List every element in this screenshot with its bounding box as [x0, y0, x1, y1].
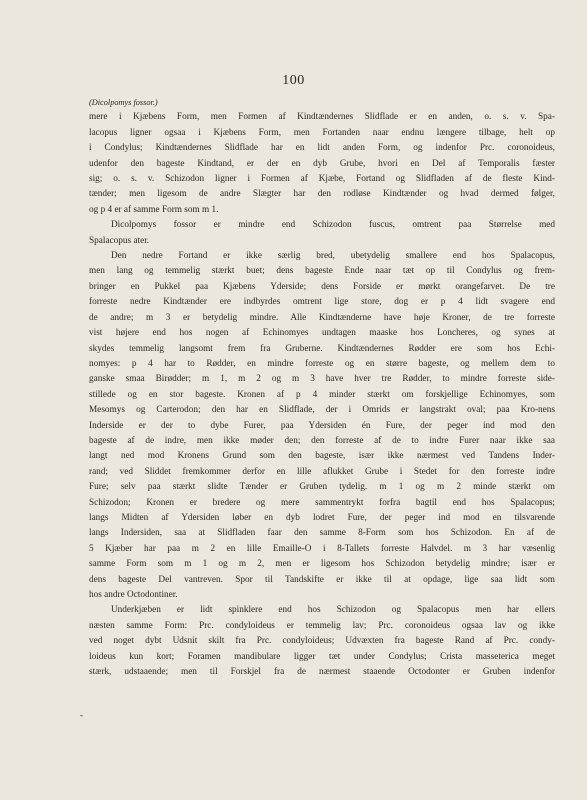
text-line: samme Form som m 1 og m 2, men er ligesom hos Schizodon betydelig mindre; især er [89, 559, 555, 570]
text-line: langs Indersiden, saa at Slidfladen faar den samme 8-Form som hos Schizodon. En af de [89, 528, 555, 539]
text-line: i Condylus; Kindtændernes Slidflade har en lidt anden Form, og indenfor Prc. coronoideus, [89, 143, 555, 154]
text-line: bringer en Pukkel paa Kjæbens Yderside; dens Forside er mørkt orangefarvet. De tre [89, 281, 555, 292]
text-line: skydes temmelig langsomt frem fra Gruberne. Kindtændernes Rødder ere som hos Echi- [89, 343, 555, 354]
text-line: nomyes: p 4 har to Rødder, en mindre forreste og en større bageste, og mellem dem to [89, 358, 555, 369]
text-line: stærk, udstaaende; men til Forskjel fra de nærmest staaende Octodonter er Gruben indenfor [89, 667, 555, 678]
text-line: hos andre Octodontiner. [89, 590, 178, 600]
text-line: Spalacopus ater. [89, 235, 150, 246]
text-line: Dicolpomys fossor er mindre end Schizodon fuscus, omtrent paa Størrelse med [111, 220, 555, 231]
text-line: Den nedre Fortand er ikke særlig bred, ubetydelig smallere end hos Spalacopus, [111, 251, 555, 262]
text-line: Mesomys og Carterodon; den har en Slidflade, der i Omrids er langstrakt oval; paa Kro-nens [89, 405, 555, 416]
text-line: Inderside er der to dybe Furer, paa Ydersiden én Fure, der peger ind mod den [89, 420, 555, 431]
body-text [89, 95, 555, 680]
running-head: (Dicolpomys fossor.) [89, 98, 158, 107]
text-line: langs Midten af Ydersiden løber en dyb lodret Fure, der peger ind mod en tilsvarende [89, 512, 555, 523]
text-line: vist højere end hos nogen af Echinomyes undtagen maaske hos Loncheres, og synes at [89, 328, 555, 339]
text-line: ved noget dybt Udsnit skilt fra Prc. condyloideus; Udvæxten fra bageste Rand af Prc. condy- [89, 636, 555, 647]
text-line: ganske smaa Birødder; m 1, m 2 og m 3 have hver tre Rødder, to mindre forreste side- [89, 374, 555, 385]
page-number: 100 [282, 73, 305, 88]
text-line: næsten samme Form: Prc. condyloideus er temmelig lav; Prc. coronoideus ogsaa lav og ikke [89, 620, 555, 631]
text-line: bageste af de indre, men ikke møder den; den forreste af de to indre Furer naar ikke saa [89, 435, 555, 446]
text-line: udenfor den bageste Kindtand, er der en dyb Grube, hvori en Del af Temporalis fæster [89, 158, 555, 169]
text-line: rand; ved Sliddet fremkommer derfor en lille aflukket Grube i Stedet for den forreste indre [89, 466, 555, 477]
text-line: dens bageste Del vantreven. Spor til Tandskifte er ikke til at opdage, lige saa lidt som [89, 574, 555, 585]
text-line: og p 4 er af samme Form som m 1. [89, 204, 219, 215]
text-line: men lang og temmelig stærkt buet; dens bageste Ende naar tæt op til Condylus og frem- [89, 266, 555, 277]
text-line: 5 Kjæber har paa m 2 en lille Emaille-O i 8-Tallets forreste Halvdel. m 3 har væsenlig [89, 543, 555, 554]
text-line: stillede og en stor bageste. Kronen af p 4 minder stærkt om forskjellige Echinomyes, som [89, 389, 555, 400]
text-line: forreste nedre Kindtænder ere indbyrdes omtrent lige store, dog er p 4 lidt svagere end [89, 297, 555, 308]
text-line: lacopus ligner ogsaa i Kjæbens Form, men Fortanden naar endnu længere tilbage, helt op [89, 127, 555, 138]
margin-mark: - [80, 710, 83, 720]
text-line: tænder; men ligesom de andre Slægter har den rodløse Kindtænder og hvad dermed følger, [89, 189, 555, 200]
text-line: Underkjæben er lidt spinklere end hos Schizodon og Spalacopus men har ellers [111, 605, 555, 616]
text-line: Schizodon; Kronen er bredere og mere sammentrykt forfra bagtil end hos Spalacopus; [89, 497, 555, 508]
text-line: sig; o. s. v. Schizodon ligner i Formen af Kjæbe, Fortand og Slidfladen af de fleste Kind- [89, 174, 555, 185]
text-line: mere i Kjæbens Form, men Formen af Kindtændernes Slidflade er en anden, o. s. v. Spa- [89, 112, 555, 123]
text-line: langt ned mod Kronens Grund som den bageste, især ikke nærmest ved Tandens Inder- [89, 451, 555, 462]
text-line: loideus kun kort; Foramen mandibulare ligger tæt under Condylus; Crista masseterica meget [89, 651, 555, 662]
text-line: de andre; m 3 er betydelig mindre. Alle Kindtænderne have høje Kroner, de tre forreste [89, 312, 555, 323]
text-line: Fure; selv paa stærkt slidte Tænder er Gruben tydelig. m 1 og m 2 minde stærkt om [89, 482, 555, 493]
